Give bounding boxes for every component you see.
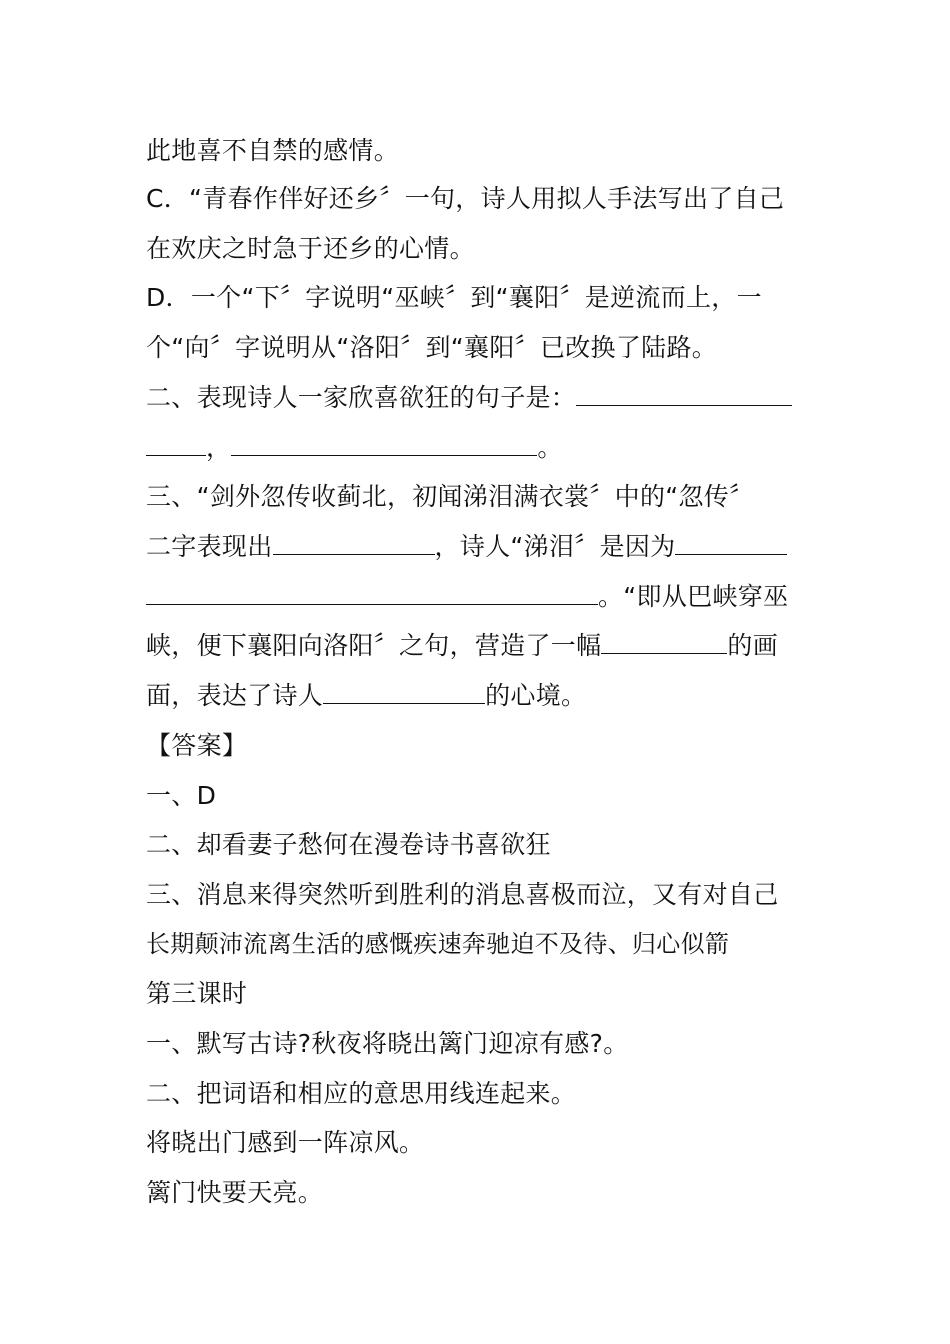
answer-1: [146, 781, 216, 811]
line-text: 第三课时: [146, 979, 248, 1008]
line-text: ，诗人“涕泪〞是因为: [434, 532, 676, 561]
line-text: D．一个“下〞字说明“巫峡〞到“襄阳〞是逆流而上，一: [146, 283, 762, 312]
line-text: 的画: [727, 631, 779, 660]
line-text: 在欢庆之时急于还乡的心情。: [146, 234, 475, 263]
question-3-line-3: [146, 582, 788, 612]
option-d-line-2: [146, 333, 717, 363]
answer-3-line-1: [146, 880, 779, 910]
question-3-line-5: [146, 681, 586, 711]
answer-blank[interactable]: [323, 681, 485, 704]
question-3-line-4: [146, 631, 778, 661]
line-text: 三、“剑外忽传收蓟北，初闻涕泪满衣裳〞中的“忽传〞: [146, 482, 755, 511]
question-2-line-2: [146, 433, 563, 463]
line-text: 面，表达了诗人: [146, 681, 324, 710]
answer-heading: [146, 731, 247, 761]
line-text: 三、消息来得突然听到胜利的消息喜极而泣，又有对自己: [146, 880, 779, 909]
exercise-2: [146, 1079, 576, 1109]
answer-blank[interactable]: [576, 383, 792, 406]
match-row-2: [146, 1178, 323, 1208]
line-text: 一、默写古诗?秋夜将晓出篱门迎凉有感?。: [146, 1029, 629, 1058]
answer-blank[interactable]: [146, 433, 206, 456]
line-text: 二、表现诗人一家欣喜欲狂的句子是：: [146, 383, 577, 412]
line-text: 二字表现出: [146, 532, 273, 561]
answer-blank[interactable]: [273, 532, 435, 555]
line-text: 二、把词语和相应的意思用线连起来。: [146, 1079, 577, 1108]
text-line: [146, 136, 399, 166]
line-text: 长期颠沛流离生活的感慨疾速奔驰迫不及待、归心似箭: [146, 930, 730, 958]
line-text: 的心境。: [485, 681, 587, 710]
line-text: 篱门快要天亮。: [146, 1178, 324, 1207]
line-text: 此地喜不自禁的感情。: [146, 136, 400, 165]
lesson-heading: [146, 979, 247, 1009]
answer-3-line-2: [146, 929, 729, 959]
line-text: 二、却看妻子愁何在漫卷诗书喜欲狂: [146, 830, 551, 859]
match-row-1: [146, 1128, 424, 1158]
line-text: ，: [206, 433, 232, 462]
option-c-line-2: [146, 234, 475, 264]
line-text: 。: [537, 433, 563, 462]
line-text: 个“向〞字说明从“洛阳〞到“襄阳〞已改换了陆路。: [146, 333, 718, 362]
answer-blank[interactable]: [146, 582, 598, 605]
question-2-line-1: [146, 383, 792, 413]
answer-2: [146, 830, 551, 860]
option-c-line-1: [146, 184, 784, 214]
option-d-line-1: [146, 283, 762, 313]
question-3-line-1: [146, 482, 754, 512]
line-text: 将晓出门感到一阵凉风。: [146, 1128, 425, 1157]
line-text: 峡，便下襄阳向洛阳〞之句，营造了一幅: [146, 631, 602, 660]
line-text: C．“青春作伴好还乡〞一句，诗人用拟人手法写出了自己: [146, 184, 785, 213]
answer-blank[interactable]: [601, 631, 727, 654]
exercise-1: [146, 1029, 629, 1059]
line-text: 。“即从巴峡穿巫: [598, 582, 789, 611]
answer-blank[interactable]: [231, 433, 537, 456]
line-text: 【答案】: [146, 731, 248, 760]
question-3-line-2: [146, 532, 787, 562]
line-text: 一、D: [146, 781, 217, 810]
answer-blank[interactable]: [675, 532, 787, 555]
